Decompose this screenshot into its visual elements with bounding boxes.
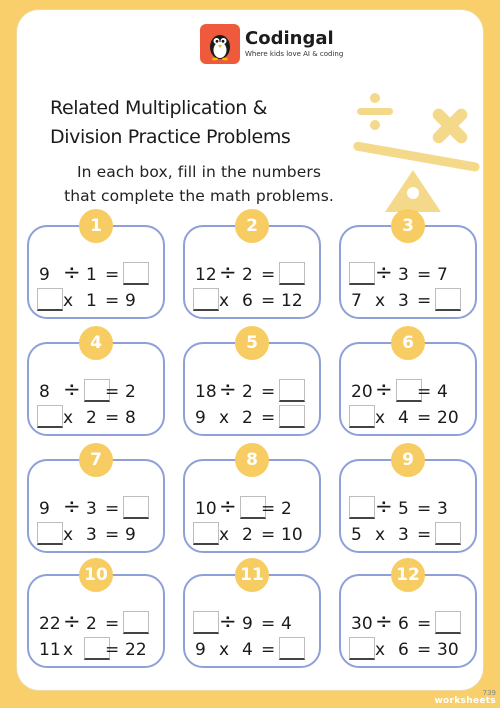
brand-header [200, 24, 343, 64]
title-line-2: Division Practice Problems [50, 126, 291, 148]
operand: 6 [398, 614, 409, 634]
worksheet-page [17, 10, 483, 690]
equals-sign: = [417, 499, 432, 519]
equals-sign: = [105, 408, 120, 428]
operand: 4 [281, 614, 292, 634]
operand: 3 [398, 525, 409, 545]
equals-sign: = [417, 265, 432, 285]
problem-number-badge: 6 [391, 326, 425, 360]
operand: 3 [398, 265, 409, 285]
problem-card [27, 333, 165, 436]
operand: 5 [398, 499, 409, 519]
equals-sign: = [105, 291, 120, 311]
equals-sign: = [105, 614, 120, 634]
footer [434, 690, 496, 706]
problem-number-badge: 7 [79, 443, 113, 477]
problem-number-badge: 1 [79, 209, 113, 243]
operand: 12 [281, 291, 303, 311]
multiply-sign: x [375, 408, 386, 428]
multiply-sign: x [63, 408, 74, 428]
answer-blank[interactable] [123, 262, 149, 285]
problem-card [27, 565, 165, 668]
problem-card [183, 565, 321, 668]
multiply-sign: x [63, 525, 74, 545]
equals-sign: = [105, 525, 120, 545]
equals-sign: = [105, 382, 120, 402]
answer-blank[interactable] [193, 611, 219, 634]
problem-number-badge: 12 [391, 558, 425, 592]
problem-number-badge: 11 [235, 558, 269, 592]
operand: 2 [281, 499, 292, 519]
instructions-line-1: In each box, fill in the numbers [77, 163, 321, 181]
answer-blank[interactable] [349, 496, 375, 519]
problem-card [183, 333, 321, 436]
equals-sign: = [261, 614, 276, 634]
multiply-sign: x [63, 640, 74, 660]
operand: 4 [242, 640, 253, 660]
operand: 3 [437, 499, 448, 519]
multiply-sign: x [375, 640, 386, 660]
operand: 4 [437, 382, 448, 402]
multiply-icon [419, 95, 481, 157]
equals-sign: = [417, 291, 432, 311]
equals-sign: = [261, 265, 276, 285]
multiply-sign: x [63, 291, 74, 311]
answer-blank[interactable] [435, 288, 461, 311]
operand: 2 [242, 408, 253, 428]
operand: 7 [437, 265, 448, 285]
operand: 3 [86, 499, 97, 519]
page-title [50, 94, 350, 152]
equals-sign: = [417, 408, 432, 428]
penguin-icon [200, 24, 240, 64]
operand: 12 [195, 265, 217, 285]
operand: 4 [398, 408, 409, 428]
equals-sign: = [261, 525, 276, 545]
divide-sign: ÷ [219, 260, 237, 284]
answer-blank[interactable] [37, 288, 63, 311]
operand: 9 [195, 408, 206, 428]
operand: 2 [242, 265, 253, 285]
operand: 2 [86, 408, 97, 428]
operand: 30 [351, 614, 373, 634]
multiply-sign: x [219, 525, 230, 545]
operand: 6 [242, 291, 253, 311]
divide-sign: ÷ [63, 260, 81, 284]
operand: 7 [351, 291, 362, 311]
operand: 18 [195, 382, 217, 402]
operand: 20 [351, 382, 373, 402]
equals-sign: = [261, 408, 276, 428]
operand: 10 [195, 499, 217, 519]
problem-number-badge: 3 [391, 209, 425, 243]
operand: 9 [125, 525, 136, 545]
operand: 10 [281, 525, 303, 545]
problem-card [339, 450, 477, 553]
instructions [39, 160, 359, 208]
equals-sign: = [261, 291, 276, 311]
operand: 9 [39, 265, 50, 285]
answer-blank[interactable] [279, 405, 305, 428]
footer-code: 739 [482, 689, 496, 697]
answer-blank[interactable] [435, 522, 461, 545]
seesaw-icon [345, 90, 485, 219]
divide-sign: ÷ [219, 609, 237, 633]
operand: 2 [125, 382, 136, 402]
problem-card [27, 216, 165, 319]
divide-sign: ÷ [375, 609, 393, 633]
equals-sign: = [261, 640, 276, 660]
operand: 20 [437, 408, 459, 428]
operand: 11 [39, 640, 61, 660]
divide-icon [357, 93, 393, 130]
divide-sign: ÷ [219, 377, 237, 401]
answer-blank[interactable] [349, 262, 375, 285]
multiply-sign: x [219, 291, 230, 311]
problem-card [339, 216, 477, 319]
answer-blank[interactable] [349, 637, 375, 660]
operand: 3 [86, 525, 97, 545]
operand: 8 [39, 382, 50, 402]
answer-blank[interactable] [193, 288, 219, 311]
divide-sign: ÷ [219, 494, 237, 518]
brand-name: Codingal [245, 28, 334, 49]
divide-sign: ÷ [63, 609, 81, 633]
answer-blank[interactable] [279, 262, 305, 285]
operand: 22 [125, 640, 147, 660]
problem-number-badge: 5 [235, 326, 269, 360]
problem-number-badge: 2 [235, 209, 269, 243]
equals-sign: = [261, 499, 276, 519]
equals-sign: = [105, 499, 120, 519]
equals-sign: = [417, 640, 432, 660]
operand: 30 [437, 640, 459, 660]
answer-blank[interactable] [349, 405, 375, 428]
instructions-line-2: that complete the math problems. [64, 187, 334, 205]
equals-sign: = [417, 525, 432, 545]
operand: 2 [242, 382, 253, 402]
answer-blank[interactable] [279, 379, 305, 402]
divide-sign: ÷ [375, 377, 393, 401]
answer-blank[interactable] [123, 496, 149, 519]
operand: 9 [195, 640, 206, 660]
operand: 1 [86, 265, 97, 285]
operand: 2 [86, 614, 97, 634]
problem-card [183, 450, 321, 553]
divide-sign: ÷ [375, 494, 393, 518]
operand: 2 [242, 525, 253, 545]
problem-card [183, 216, 321, 319]
divide-sign: ÷ [375, 260, 393, 284]
operand: 8 [125, 408, 136, 428]
divide-sign: ÷ [63, 494, 81, 518]
answer-blank[interactable] [279, 637, 305, 660]
brand-tagline: Where kids love AI & coding [245, 50, 344, 58]
equals-sign: = [261, 382, 276, 402]
multiply-sign: x [219, 408, 230, 428]
problem-card [339, 333, 477, 436]
answer-blank[interactable] [435, 611, 461, 634]
equals-sign: = [417, 614, 432, 634]
answer-blank[interactable] [37, 522, 63, 545]
operand: 6 [398, 640, 409, 660]
problem-card [27, 450, 165, 553]
footer-brand: worksheets [434, 696, 496, 706]
title-line-1: Related Multiplication & [50, 97, 267, 119]
problem-number-badge: 4 [79, 326, 113, 360]
multiply-sign: x [219, 640, 230, 660]
operand: 5 [351, 525, 362, 545]
problem-card [339, 565, 477, 668]
problem-number-badge: 10 [79, 558, 113, 592]
answer-blank[interactable] [193, 522, 219, 545]
equals-sign: = [105, 640, 120, 660]
operand: 3 [398, 291, 409, 311]
equals-sign: = [417, 382, 432, 402]
operand: 22 [39, 614, 61, 634]
multiply-sign: x [375, 291, 386, 311]
operand: 1 [86, 291, 97, 311]
operand: 9 [39, 499, 50, 519]
answer-blank[interactable] [37, 405, 63, 428]
multiply-sign: x [375, 525, 386, 545]
problem-number-badge: 9 [391, 443, 425, 477]
answer-blank[interactable] [123, 611, 149, 634]
operand: 9 [242, 614, 253, 634]
problem-number-badge: 8 [235, 443, 269, 477]
equals-sign: = [105, 265, 120, 285]
operand: 9 [125, 291, 136, 311]
divide-sign: ÷ [63, 377, 81, 401]
